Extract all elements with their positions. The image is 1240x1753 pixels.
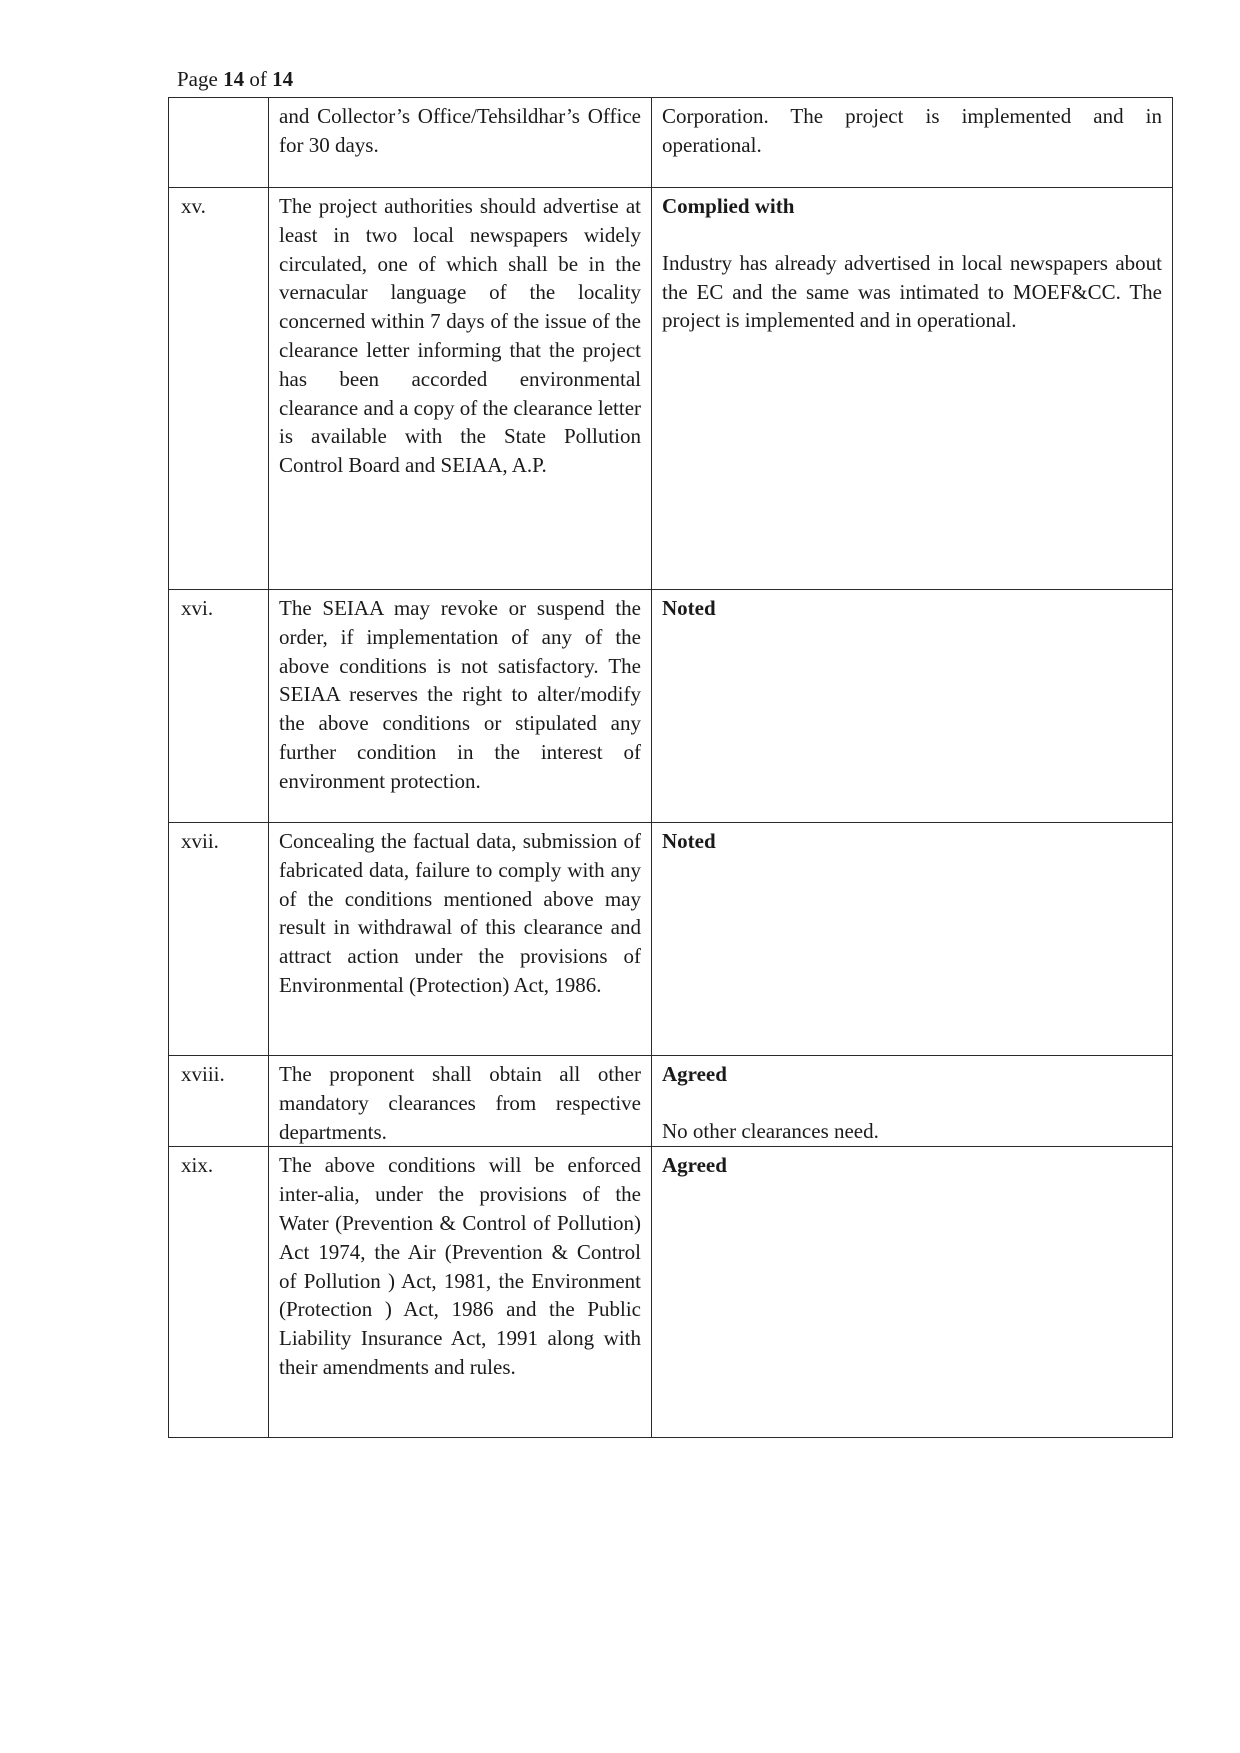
page-current: 14 [223,67,245,91]
response-text: Industry has already advertised in local newspapers about the EC and the same was intimated to MOEF&CC. The project is implemented and in operational. [662,250,1162,333]
table-row [169,98,1173,188]
condition-text: and Collector’s Office/Tehsildhar’s Office for 30 days. [269,98,652,188]
compliance-response [652,1147,1173,1438]
table-row [169,823,1173,1056]
response-text: No other clearances need. [662,1118,879,1143]
compliance-status: Noted [662,829,716,853]
table-row [169,1147,1173,1438]
condition-number: xviii. [169,1056,269,1147]
condition-text: Concealing the factual data, submission of fabricated data, failure to comply with any of the conditions mentioned above may result in withdrawal of this clearance and attract action under the provisions of Environmental (Protection) Act, 1986. [269,823,652,1056]
condition-text: The above conditions will be enforced inter-alia, under the provisions of the Water (Prevention & Control of Pollution) Act 1974, the Air (Prevention & Control of Pollution ) Act, 1981, the Environment (Protection ) Act, 1986 and the Public Liability Insurance Act, 1991 along with their amendments and rules. [269,1147,652,1438]
condition-number: xvii. [169,823,269,1056]
condition-number: xv. [169,188,269,590]
table-row [169,1056,1173,1147]
table-row [169,188,1173,590]
page-number [177,66,293,92]
compliance-response [652,823,1173,1056]
compliance-response [652,188,1173,590]
compliance-status: Noted [662,596,716,620]
compliance-response [652,590,1173,823]
table-row [169,590,1173,823]
condition-number [169,98,269,188]
compliance-status: Agreed [662,1062,727,1086]
compliance-status: Complied with [662,194,795,218]
condition-text: The project authorities should advertise at least in two local newspapers widely circulated, one of which shall be in the vernacular language of the locality concerned within 7 days of the issue of the clearance letter informing that the project has been accorded environmental clearance and a copy of the clearance letter is available with the State Pollution Control Board and SEIAA, A.P. [269,188,652,590]
condition-number: xix. [169,1147,269,1438]
condition-text: The SEIAA may revoke or suspend the order, if implementation of any of the above conditions is not satisfactory. The SEIAA reserves the right to alter/modify the above conditions or stipulated any further condition in the interest of environment protection. [269,590,652,823]
condition-number: xvi. [169,590,269,823]
response-text: Corporation. The project is implemented and in operational. [662,104,1162,157]
page-of: of [249,67,267,91]
condition-text: The proponent shall obtain all other mandatory clearances from respective departments. [269,1056,652,1147]
compliance-response [652,98,1173,188]
conditions-table [168,97,1173,1438]
compliance-response [652,1056,1173,1147]
compliance-status: Agreed [662,1153,727,1178]
page-total: 14 [272,67,294,91]
page-prefix: Page [177,67,218,91]
